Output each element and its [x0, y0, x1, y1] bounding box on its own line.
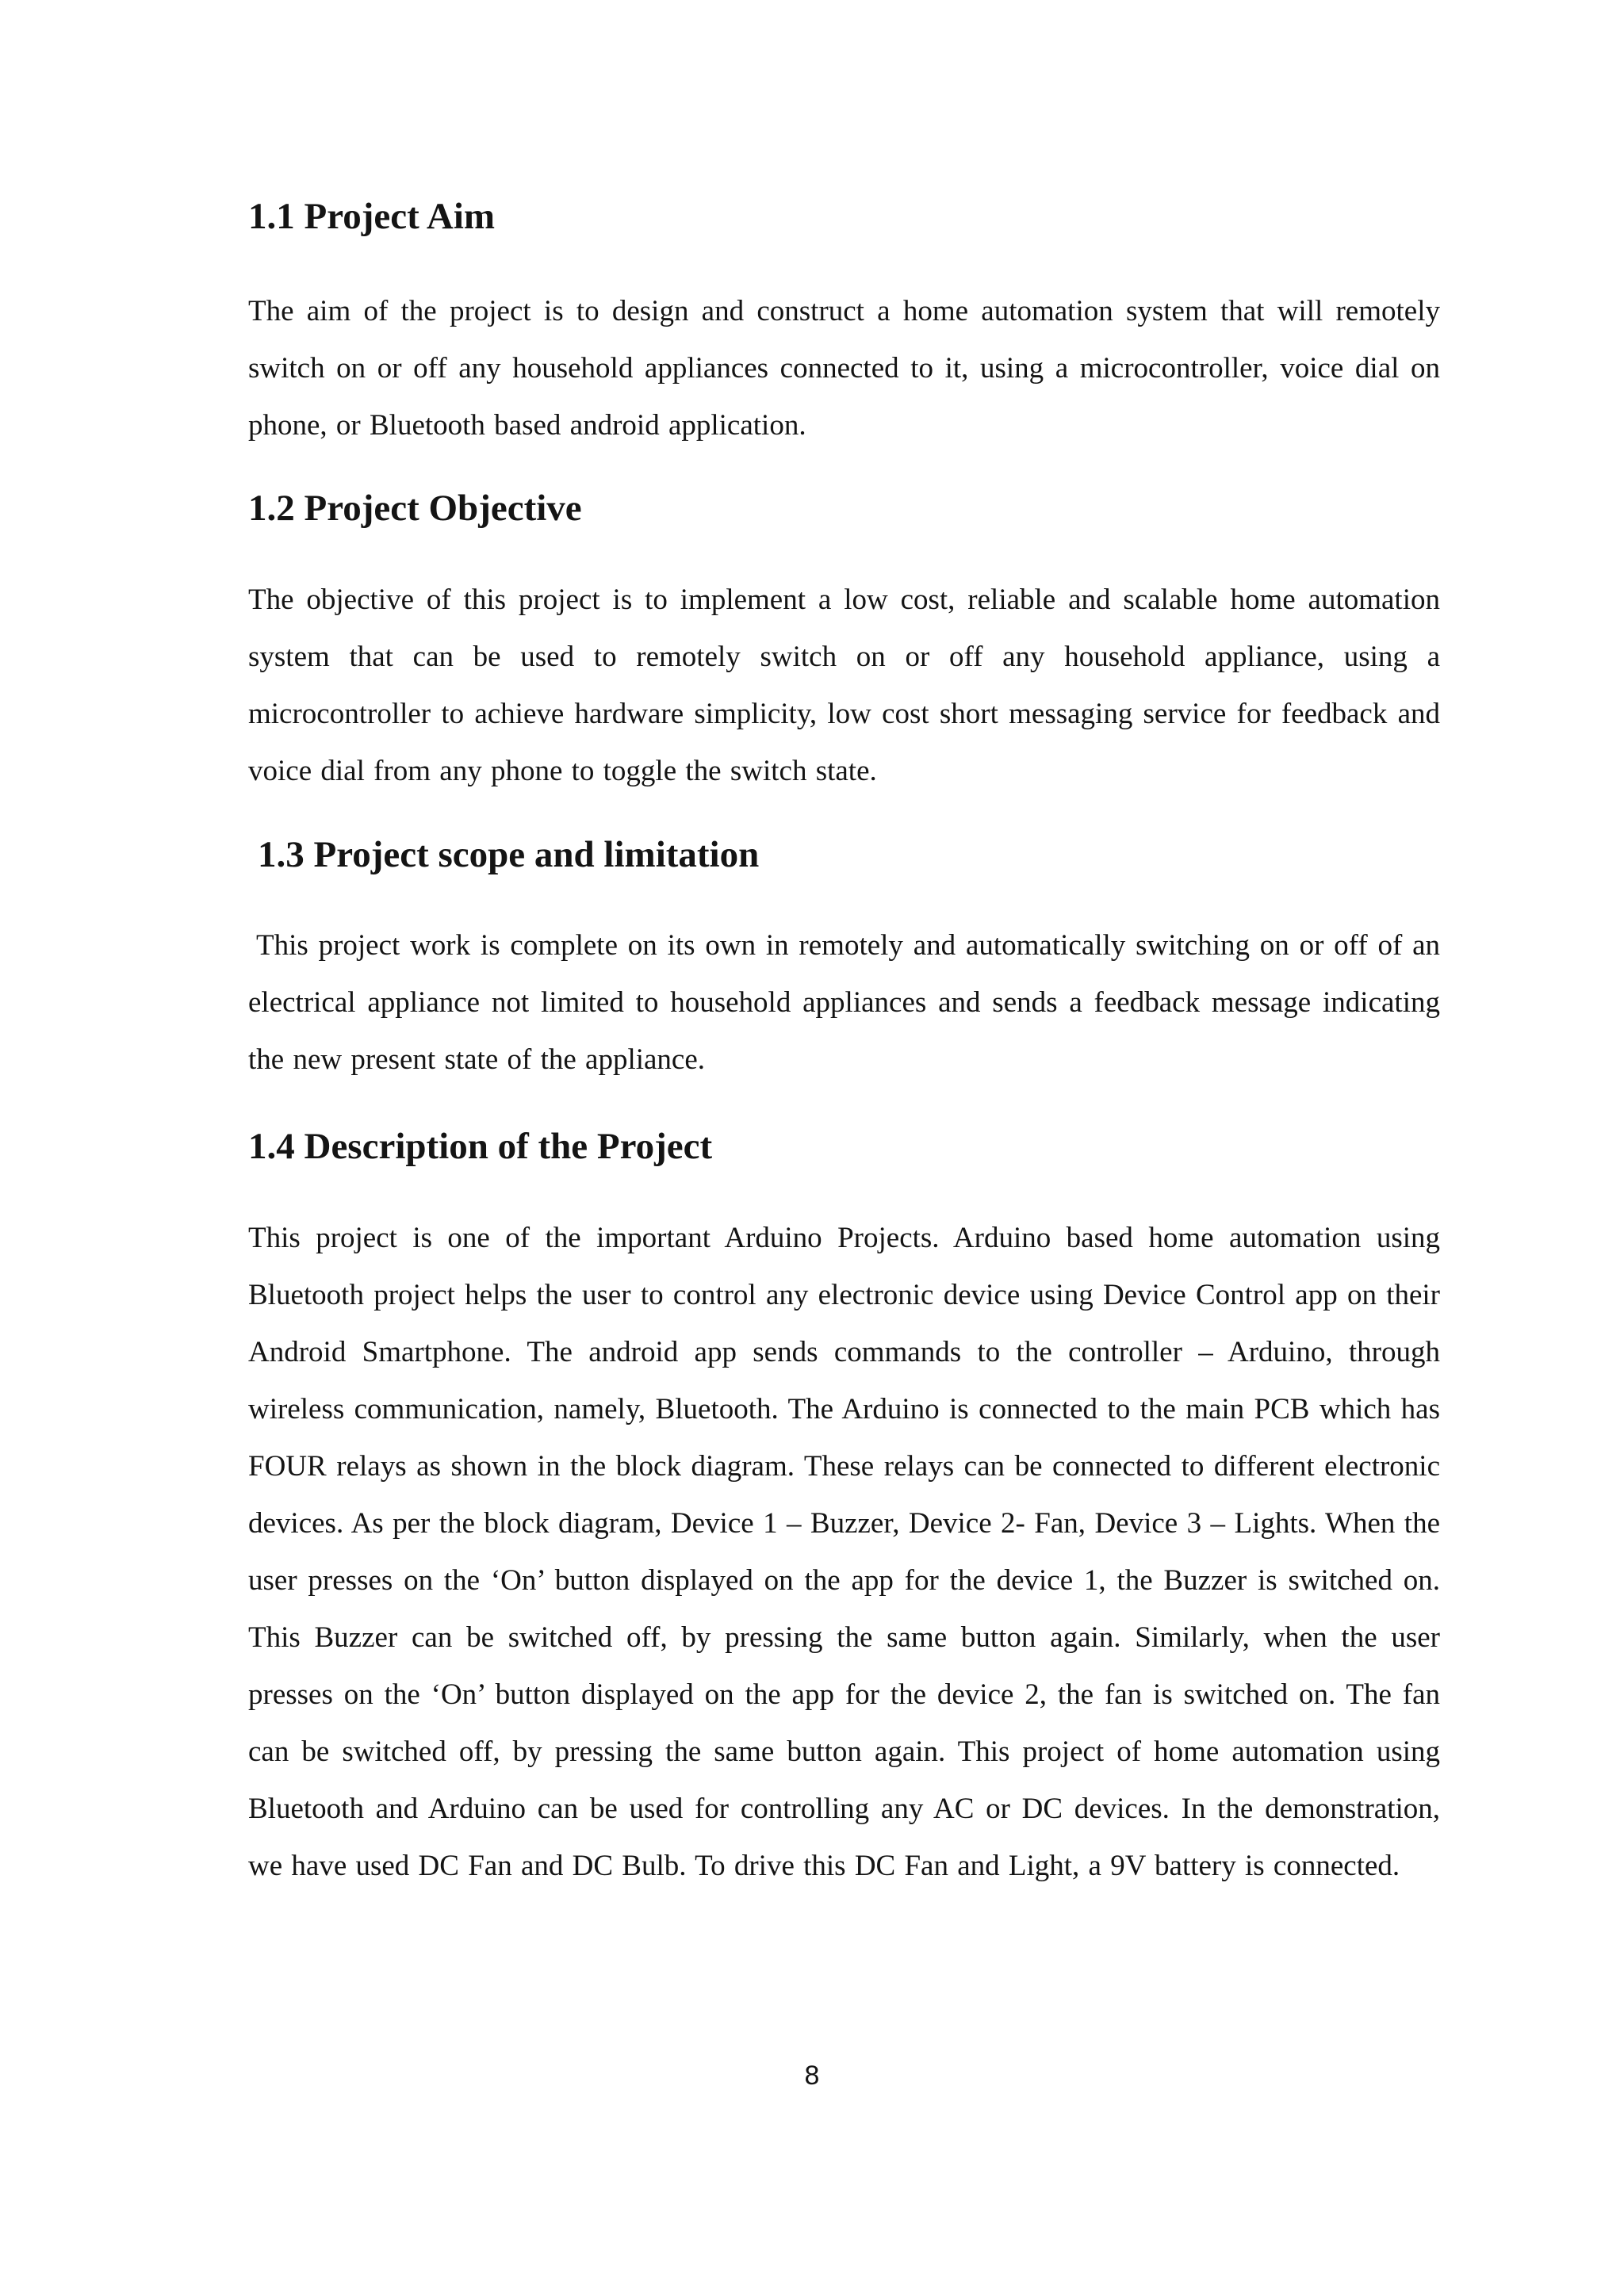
section-heading: 1.1 Project Aim	[248, 196, 496, 237]
section-heading: 1.4 Description of the Project	[248, 1126, 713, 1167]
section-paragraph: The aim of the project is to design and construct a home automation system that will remotely switch on or off any household appliances connected to it, using a microcontroller, voice dial on phone, or Bluetooth based android application.	[248, 295, 1440, 442]
section-paragraph: This project is one of the important Arduino Projects. Arduino based home automation using Bluetooth project helps the user to control any electronic device using Device Control app on their Android Smartphone. The android app sends commands to the controller – Arduino, through wireless communication, namely, Bluetooth. The Arduino is connected to the main PCB which has FOUR relays as shown in the block diagram. These relays can be connected to different electronic devices. As per the block diagram, Device 1 – Buzzer, Device 2- Fan, Device 3 – Lights. When the user presses on the ‘On’ button displayed on the app for the device 1, the Buzzer is switched on. This Buzzer can be switched off, by pressing the same button again. Similarly, when the user presses on the ‘On’ button displayed on the app for the device 2, the fan is switched on. The fan can be switched off, by pressing the same button again. This project of home automation using Bluetooth and Arduino can be used for controlling any AC or DC devices. In the demonstration, we have used DC Fan and DC Bulb. To drive this DC Fan and Light, a 9V battery is connected.	[248, 1222, 1440, 1882]
section-paragraph: The objective of this project is to implement a low cost, reliable and scalable home automation system that can be used to remotely switch on or off any household appliance, using a microcontroller to achieve hardware simplicity, low cost short messaging service for feedback and voice dial from any phone to toggle the switch state.	[248, 584, 1440, 787]
page-number: 8	[804, 2061, 820, 2091]
section-heading: 1.2 Project Objective	[248, 488, 582, 529]
section-paragraph: This project work is complete on its own in remotely and automatically switching on or off of an electrical appliance not limited to household appliances and sends a feedback message indicating the new present state of the appliance.	[248, 929, 1440, 1076]
section-heading: 1.3 Project scope and limitation	[258, 834, 760, 875]
